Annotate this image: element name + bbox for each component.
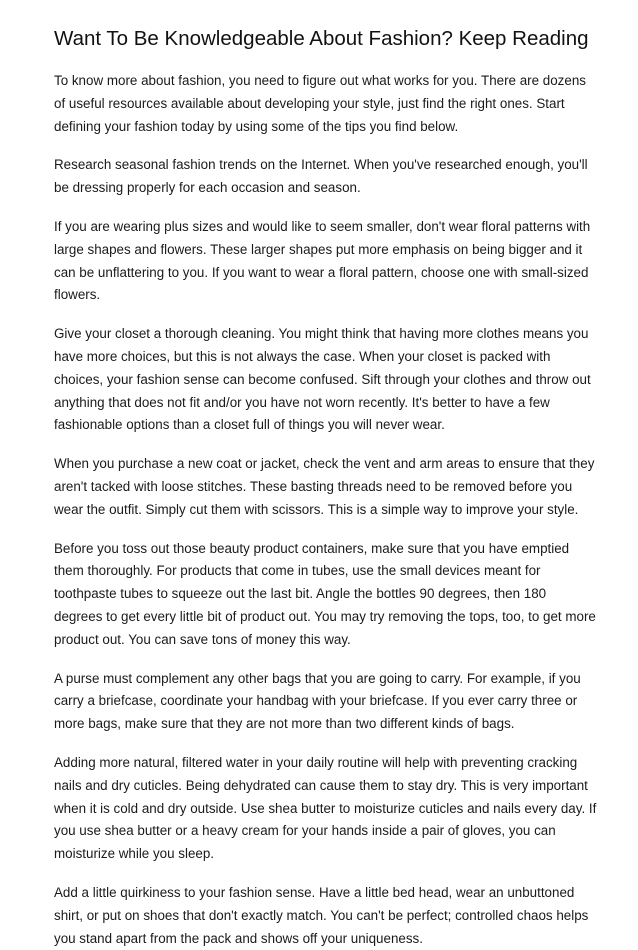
paragraph-seasonal-trends: Research seasonal fashion trends on the Internet. When you've researched enough, you'll be dressing properly for each occasion and season. [54, 157, 588, 196]
paragraph-quirkiness: Add a little quirkiness to your fashion sense. Have a little bed head, wear an unbuttoned shirt, or put on shoes that don't exactly match. You can't be perfect; controlled chaos helps you stand apart from the pack and shows off your uniqueness. [54, 884, 589, 946]
paragraph-purse: A purse must complement any other bags that you are going to carry. For example, if you carry a briefcase, coordinate your handbag with your briefcase. If you ever carry three or more bags, make sure that they are not more than two different kinds of bags. [54, 670, 581, 732]
page-title: Want To Be Knowledgeable About Fashion? Keep Reading [54, 27, 589, 50]
paragraph-intro: To know more about fashion, you need to figure out what works for you. There are dozens of useful resources available about developing your style, just find the right ones. Start defining your fashion today by using some of the tips you find below. [54, 73, 586, 134]
paragraph-coat-stitches: When you purchase a new coat or jacket, check the vent and arm areas to ensure that they aren't tacked with loose stitches. These basting threads need to be removed before you wear the outfit. Simply cut them with scissors. This is a simple way to improve your style. [54, 456, 595, 517]
paragraph-plus-sizes: If you are wearing plus sizes and would like to seem smaller, don't wear floral patterns with large shapes and flowers. These larger shapes put more emphasis on being bigger and it can be unflattering to you. If you want to wear a floral pattern, choose one with small-sized flowers. [54, 218, 591, 303]
article-body [54, 70, 598, 950]
paragraph-closet-cleaning: Give your closet a thorough cleaning. You might think that having more clothes means you have more choices, but this is not always the case. When your closet is packed with choices, your fashion sense can become confused. Sift through your clothes and throw out anything that does not fit and/or you have not worn recently. It's better to have a few fashionable options than a closet full of things you will never wear. [54, 326, 591, 433]
paragraph-beauty-containers: Before you toss out those beauty product containers, make sure that you have emptied them thoroughly. For products that come in tubes, use the small devices meant for toothpaste tubes to squeeze out the last bit. Angle the bottles 90 degrees, then 180 degrees to get every little bit of product out. You may try removing the tops, too, to get more product out. You can save tons of money this way. [54, 540, 596, 647]
paragraph-water-cuticles: Adding more natural, filtered water in your daily routine will help with preventing cracking nails and dry cuticles. Being dehydrated can cause them to stay dry. This is very important when it is cold and dry outside. Use shea butter to moisturize cuticles and nails every day. If you use shea butter or a heavy cream for your hands inside a pair of gloves, you can moisturize while you sleep. [54, 754, 597, 862]
